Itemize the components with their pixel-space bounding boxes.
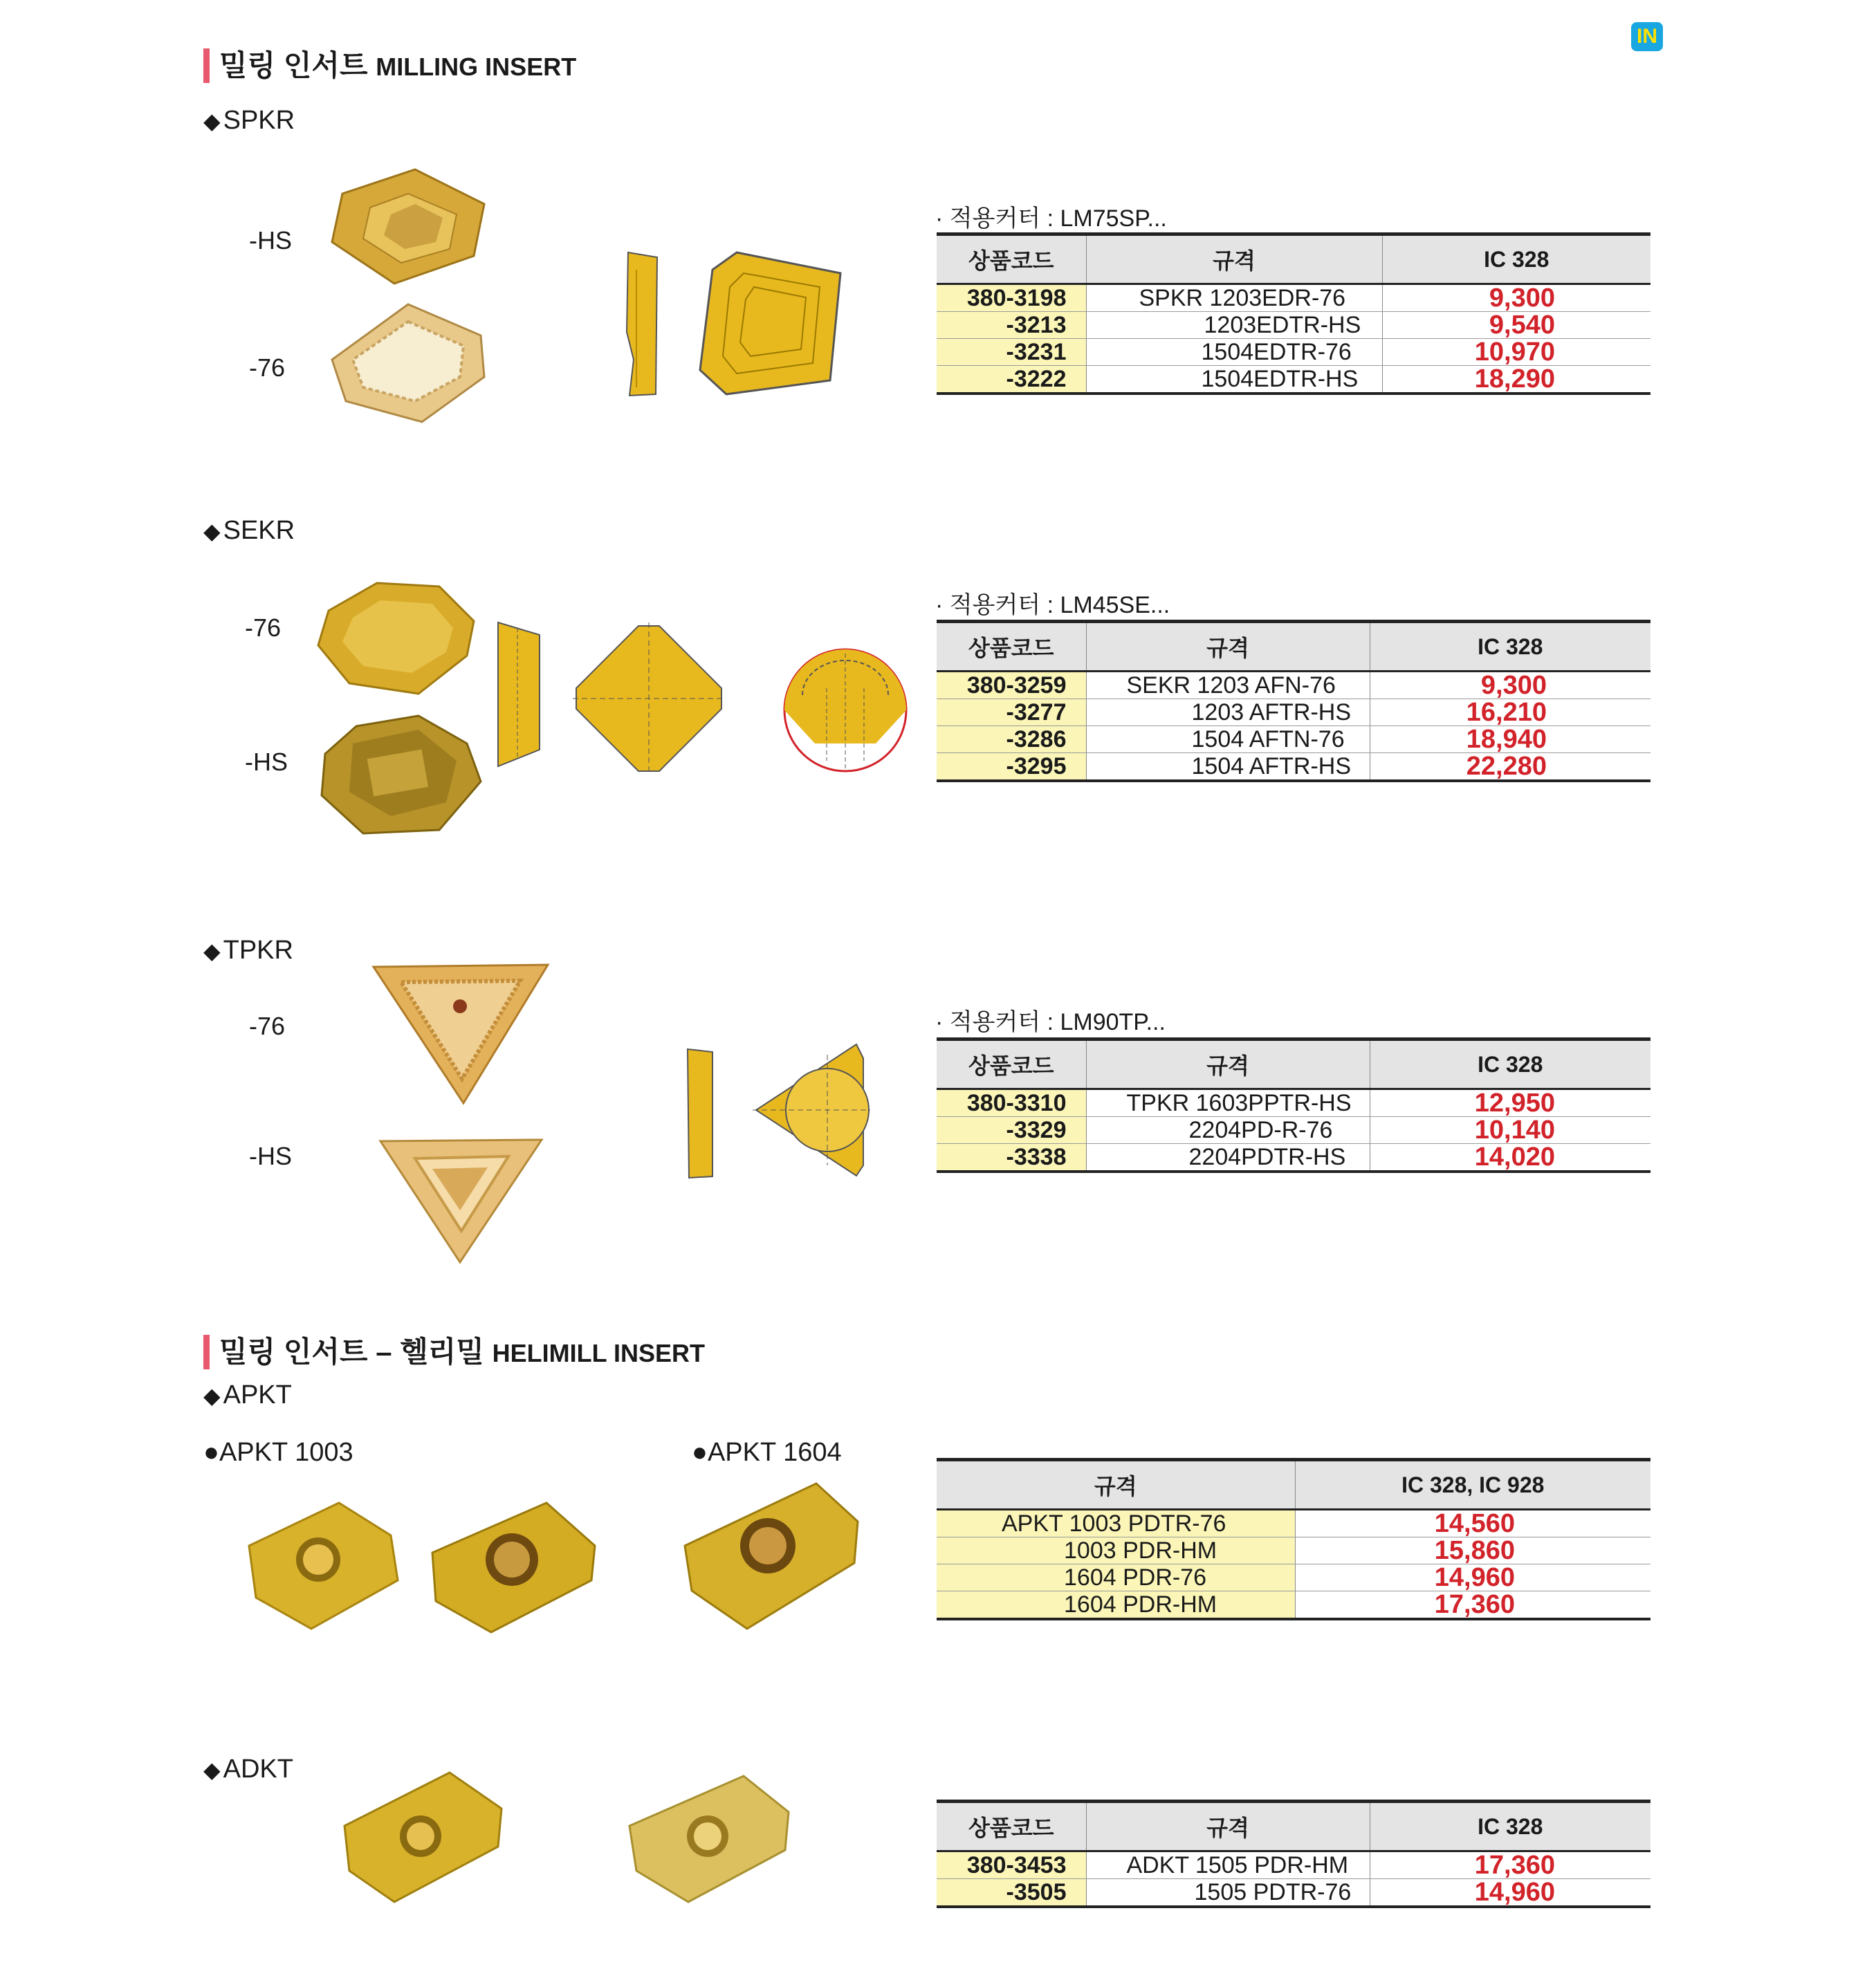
product-spec: 2204PDTR-HS [1086, 1144, 1370, 1172]
insert-side-view-tpkr [685, 1048, 719, 1179]
product-spec: SPKR 1203EDR-76 [1086, 284, 1382, 312]
product-price: 14,020 [1370, 1144, 1650, 1172]
product-spec: 2204PD-R-76 [1086, 1117, 1370, 1144]
product-price: 14,960 [1295, 1564, 1650, 1591]
col-header: 상품코드 [937, 1802, 1086, 1851]
product-code: -3231 [937, 339, 1086, 366]
insert-photo-tpkr-76 [367, 961, 553, 1107]
section-title-en: HELIMILL INSERT [492, 1339, 705, 1367]
table-row [937, 753, 1650, 782]
product-price: 16,210 [1370, 699, 1650, 726]
section-title-en: MILLING INSERT [376, 53, 577, 81]
variant-label: -HS [245, 748, 288, 776]
insert-photo-spkr-76 [325, 297, 505, 429]
product-price: 22,280 [1370, 753, 1650, 782]
table-row [937, 1537, 1650, 1564]
insert-photo-adkt-a [339, 1767, 505, 1905]
product-price: 17,360 [1370, 1851, 1650, 1879]
price-table-tpkr [937, 1037, 1650, 1173]
product-code: -3213 [937, 312, 1086, 339]
variant-label: -76 [245, 613, 282, 642]
cutter-note: · 적용커터 : LM45SE... [935, 592, 1170, 618]
table-row [937, 1117, 1650, 1144]
insert-side-view-spkr [623, 249, 664, 401]
insert-photo-apkt-1604 [681, 1480, 861, 1632]
diamond-icon: ◆ [203, 109, 221, 133]
product-code: -3505 [937, 1879, 1086, 1907]
product-code: 380-3198 [937, 284, 1086, 312]
section-title-milling [203, 48, 576, 83]
table-row [937, 284, 1650, 312]
col-header: IC 328 [1382, 234, 1650, 284]
bullet-icon: ● [203, 1438, 219, 1467]
insert-top-view-tpkr [753, 1041, 870, 1179]
product-code: -3338 [937, 1144, 1086, 1172]
product-title-sekr [203, 515, 295, 546]
col-header: IC 328 [1370, 622, 1650, 672]
col-header: 규격 [1086, 1039, 1370, 1089]
table-row [937, 1879, 1650, 1907]
price-table-apkt [937, 1458, 1650, 1620]
insert-photo-tpkr-hs [377, 1134, 543, 1266]
table-row [937, 1564, 1650, 1591]
table-row [937, 312, 1650, 339]
insert-photo-sekr-76 [315, 580, 481, 697]
insert-side-view-sekr [497, 621, 545, 773]
product-price: 15,860 [1295, 1537, 1650, 1564]
product-code: 380-3310 [937, 1089, 1086, 1117]
product-title-apkt [203, 1380, 292, 1411]
table-row [937, 672, 1650, 699]
product-price: 10,970 [1382, 339, 1650, 366]
product-code: -3277 [937, 699, 1086, 726]
product-spec: 1203EDTR-HS [1086, 312, 1382, 339]
product-spec: 1504EDTR-HS [1086, 366, 1382, 394]
product-name: APKT [223, 1380, 292, 1409]
insert-photo-apkt-1003a [242, 1497, 401, 1632]
product-price: 9,540 [1382, 312, 1650, 339]
product-code: 380-3259 [937, 672, 1086, 699]
variant-label: -HS [249, 226, 292, 255]
sub-item-label: APKT 1604 [707, 1438, 842, 1467]
product-code: -3286 [937, 726, 1086, 753]
col-header: IC 328 [1370, 1802, 1650, 1851]
product-spec: 1504 AFTN-76 [1086, 726, 1370, 753]
product-price: 14,960 [1370, 1879, 1650, 1907]
product-price: 18,940 [1370, 726, 1650, 753]
col-header: 상품코드 [937, 234, 1086, 284]
col-header: 규격 [1086, 1802, 1370, 1851]
insert-top-view-spkr [692, 246, 851, 405]
sub-item-label: APKT 1003 [219, 1438, 353, 1467]
sub-item-apkt-1003 [203, 1437, 353, 1468]
product-price: 9,300 [1370, 672, 1650, 699]
product-price: 9,300 [1382, 284, 1650, 312]
product-spec: ADKT 1505 PDR-HM [1086, 1851, 1370, 1879]
product-spec: 1504 AFTR-HS [1086, 753, 1370, 782]
product-title-tpkr [203, 935, 293, 966]
table-row [937, 1510, 1650, 1537]
product-name: TPKR [223, 936, 293, 965]
product-code: -3222 [937, 366, 1086, 394]
section-badge: IN [1631, 22, 1663, 51]
table-row [937, 726, 1650, 753]
product-code: -3295 [937, 753, 1086, 782]
sub-item-apkt-1604 [692, 1437, 842, 1468]
price-table-sekr [937, 620, 1650, 782]
table-row [937, 1089, 1650, 1117]
product-price: 12,950 [1370, 1089, 1650, 1117]
product-name: SEKR [223, 516, 295, 545]
product-spec: 1604 PDR-HM [937, 1591, 1295, 1620]
table-row [937, 366, 1650, 394]
insert-detail-view-sekr [782, 647, 909, 774]
col-header: 상품코드 [937, 622, 1086, 672]
product-name: SPKR [223, 106, 295, 135]
product-name: ADKT [223, 1755, 293, 1784]
col-header: 상품코드 [937, 1039, 1086, 1089]
price-table-adkt [937, 1800, 1650, 1908]
product-spec: 1003 PDR-HM [937, 1537, 1295, 1564]
col-header: 규격 [1086, 234, 1382, 284]
diamond-icon: ◆ [203, 939, 221, 963]
product-spec: 1504EDTR-76 [1086, 339, 1382, 366]
bullet-icon: ● [692, 1438, 708, 1467]
product-spec: TPKR 1603PPTR-HS [1086, 1089, 1370, 1117]
col-header: IC 328, IC 928 [1295, 1460, 1650, 1510]
variant-label: -HS [249, 1142, 292, 1170]
table-row [937, 1591, 1650, 1620]
variant-label: -76 [249, 353, 286, 382]
product-code: 380-3453 [937, 1851, 1086, 1879]
insert-photo-sekr-hs [315, 712, 488, 837]
product-price: 17,360 [1295, 1591, 1650, 1620]
product-spec: 1505 PDTR-76 [1086, 1879, 1370, 1907]
table-row [937, 1144, 1650, 1172]
section-title-ko: 밀링 인서트 [219, 49, 368, 82]
variant-label: -76 [249, 1012, 286, 1040]
product-title-adkt [203, 1754, 293, 1785]
product-code: -3329 [937, 1117, 1086, 1144]
table-row [937, 1851, 1650, 1879]
table-row [937, 699, 1650, 726]
insert-top-view-sekr [573, 622, 725, 775]
product-price: 14,560 [1295, 1510, 1650, 1537]
cutter-note: · 적용커터 : LM75SP... [935, 205, 1167, 232]
diamond-icon: ◆ [203, 1757, 221, 1782]
insert-photo-adkt-b [626, 1771, 792, 1905]
price-table-spkr [937, 232, 1650, 395]
table-row [937, 339, 1650, 366]
product-spec: 1604 PDR-76 [937, 1564, 1295, 1591]
product-spec: 1203 AFTR-HS [1086, 699, 1370, 726]
section-title-ko: 밀링 인서트 – 헬리밀 [219, 1335, 484, 1368]
product-price: 10,140 [1370, 1117, 1650, 1144]
diamond-icon: ◆ [203, 1383, 221, 1408]
col-header: IC 328 [1370, 1039, 1650, 1089]
col-header: 규격 [937, 1460, 1295, 1510]
insert-photo-spkr-hs [325, 166, 505, 290]
insert-photo-apkt-1003b [429, 1497, 598, 1636]
product-price: 18,290 [1382, 366, 1650, 394]
product-title-spkr [203, 105, 295, 136]
col-header: 규격 [1086, 622, 1370, 672]
product-spec: SEKR 1203 AFN-76 [1086, 672, 1370, 699]
diamond-icon: ◆ [203, 519, 221, 544]
cutter-note: · 적용커터 : LM90TP... [935, 1009, 1166, 1035]
product-spec: APKT 1003 PDTR-76 [937, 1510, 1295, 1537]
section-title-helimill [203, 1335, 705, 1369]
